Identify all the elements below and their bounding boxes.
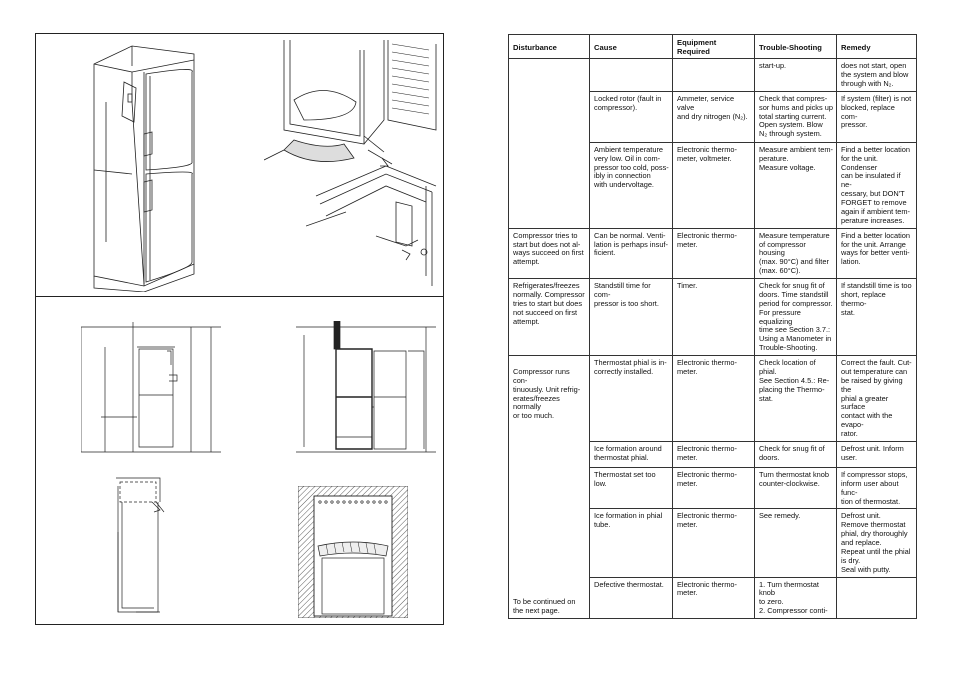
remedy-cell: Find a better location for the unit. Condenser can be insulated if ne- cessary, but DON'T FORGET to remove again if ambient tem- perature increases. (837, 142, 917, 228)
cause-cell: Ambient temperature very low. Oil in com- pressor too cold, poss- ibly in connection with undervoltage. (590, 142, 673, 228)
cause-cell: Thermostat set too low. (590, 467, 673, 509)
equipment-cell: Electronic thermo- meter. (673, 577, 755, 619)
cause-cell: Can be normal. Venti- lation is perhaps insuf- ficient. (590, 228, 673, 278)
figure-divider (36, 296, 443, 297)
remedy-cell: If compressor stops, inform user about func- tion of thermostat. (837, 467, 917, 509)
equipment-cell: Electronic thermo- meter. (673, 441, 755, 467)
troubleshooting-cell: Turn thermostat knob counter-clockwise. (755, 467, 837, 509)
troubleshooting-cell: start-up. (755, 59, 837, 92)
troubleshooting-cell: Check location of phial. See Section 4.5.: Re- placing the Thermo- stat. (755, 356, 837, 442)
troubleshooting-cell: Measure ambient tem- perature. Measure voltage. (755, 142, 837, 228)
fridge-freezer-perspective (84, 42, 214, 292)
equipment-cell: Electronic thermo- meter. (673, 228, 755, 278)
door-hinge-detail-bottom (306, 166, 442, 290)
disturbance-cell (509, 356, 590, 619)
header-cause: Cause (590, 35, 673, 59)
equipment-cell: Electronic thermo- meter. (673, 356, 755, 442)
table-header-row (509, 35, 917, 59)
cause-cell: Defective thermostat. (590, 577, 673, 619)
remedy-cell (837, 577, 917, 619)
table-row (509, 228, 917, 278)
equipment-cell: Timer. (673, 279, 755, 356)
table-row (509, 356, 917, 442)
installation-side-view-narrow (116, 472, 196, 620)
cause-cell (590, 59, 673, 92)
remedy-cell: does not start, open the system and blow through with N₂. (837, 59, 917, 92)
disturbance-cell (509, 59, 590, 229)
troubleshooting-cell: 1. Turn thermostat knob to zero. 2. Compressor conti- (755, 577, 837, 619)
figure-panel (35, 33, 444, 625)
header-trouble-shooting: Trouble-Shooting (755, 35, 837, 59)
remedy-cell: Defrost unit. Inform user. (837, 441, 917, 467)
installation-side-view-left (81, 317, 221, 457)
troubleshooting-cell: Check for snug fit of doors. (755, 441, 837, 467)
disturbance-cell: Compressor tries to start but does not al- ways succeed on first attempt. (509, 228, 590, 278)
troubleshooting-cell: Check for snug fit of doors. Time standstill period for compressor. For pressure equalizing time see Section 3.7.: Using a Manometer in Trouble-Shooting. (755, 279, 837, 356)
remedy-cell: If standstill time is too short, replace thermo- stat. (837, 279, 917, 356)
equipment-cell: Electronic thermo- meter. (673, 467, 755, 509)
continued-note: To be continued on the next page. (513, 597, 576, 616)
troubleshooting-cell: Measure temperature of compressor housing (max. 90°C) and filter (max. 60°C). (755, 228, 837, 278)
header-disturbance: Disturbance (509, 35, 590, 59)
cause-cell: Thermostat phial is in- correctly installed. (590, 356, 673, 442)
remedy-cell: Find a better location for the unit. Arrange ways for better venti- lation. (837, 228, 917, 278)
cause-cell: Standstill time for com- pressor is too short. (590, 279, 673, 356)
door-hinge-detail-top (264, 40, 444, 170)
remedy-cell: Correct the fault. Cut- out temperature can be raised by giving the phial a greater surface contact with the evapo- rator. (837, 356, 917, 442)
table-row (509, 279, 917, 356)
equipment-cell: Ammeter, service valve and dry nitrogen (N₂). (673, 91, 755, 142)
cause-cell: Locked rotor (fault in compressor). (590, 91, 673, 142)
table-row (509, 59, 917, 92)
troubleshooting-cell: Check that compres- sor hums and picks up total starting current. Open system. Blow N₂ through system. (755, 91, 837, 142)
cause-cell: Ice formation around thermostat phial. (590, 441, 673, 467)
troubleshooting-cell: See remedy. (755, 509, 837, 577)
equipment-cell: Electronic thermo- meter. (673, 509, 755, 577)
remedy-cell: If system (filter) is not blocked, replace com- pressor. (837, 91, 917, 142)
cause-cell: Ice formation in phial tube. (590, 509, 673, 577)
header-remedy: Remedy (837, 35, 917, 59)
disturbance-cell: Refrigerates/freezes normally. Compressor tries to start but does not succeed on first attempt. (509, 279, 590, 356)
installation-niche-front (298, 486, 408, 618)
installation-front-view-right (296, 317, 436, 457)
header-equipment-required: Equipment Required (673, 35, 755, 59)
equipment-cell: Electronic thermo- meter, voltmeter. (673, 142, 755, 228)
trouble-shooting-table (508, 34, 917, 619)
remedy-cell: Defrost unit. Remove thermostat phial, dry thoroughly and replace. Repeat until the phial is dry. Seal with putty. (837, 509, 917, 577)
disturbance-text: Compressor runs con- tinuously. Unit refrig- erates/freezes normally or too much. (513, 366, 581, 421)
equipment-cell (673, 59, 755, 92)
